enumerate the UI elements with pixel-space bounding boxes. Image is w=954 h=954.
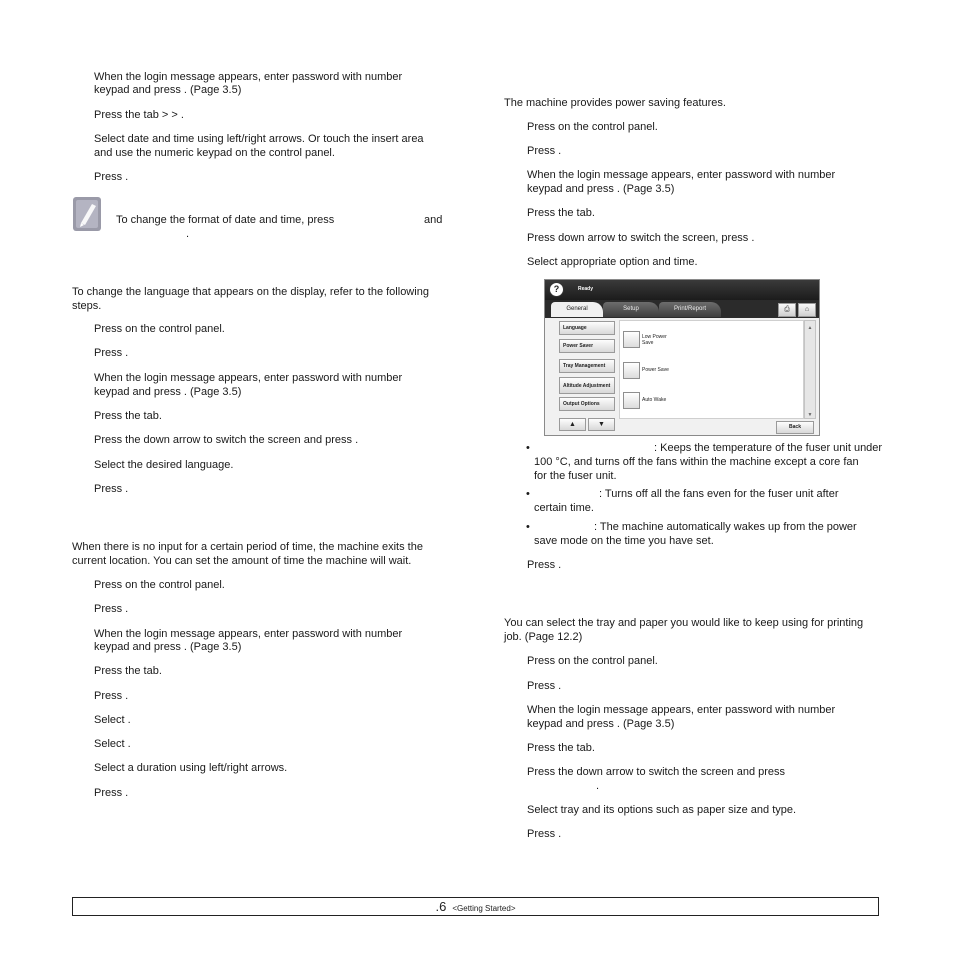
section-intro: You can select the tray and paper you would like to keep using for printing bbox=[504, 617, 864, 629]
sidebar-item-output-options[interactable]: Output Options bbox=[559, 397, 615, 411]
sidebar-item-tray-management[interactable]: Tray Management bbox=[559, 359, 615, 373]
step-text: When the login message appears, enter password with number bbox=[527, 169, 836, 181]
low-power-save-checkbox[interactable] bbox=[623, 331, 640, 348]
back-button[interactable]: Back bbox=[776, 421, 814, 434]
step-text: Press on the control panel. bbox=[94, 579, 225, 591]
note-text: and bbox=[424, 214, 443, 226]
bullet-text: 100 °C, and turns off the fans within the machine except a core fan bbox=[534, 456, 859, 468]
page-footer bbox=[72, 897, 879, 916]
step-text: Press on the control panel. bbox=[527, 655, 658, 667]
scroll-up-icon[interactable]: ▲ bbox=[807, 325, 813, 331]
step-text: keypad and press . (Page 3.5) bbox=[527, 718, 675, 730]
sidebar-item-language[interactable]: Language bbox=[559, 321, 615, 335]
section-intro: To change the language that appears on the display, refer to the following bbox=[72, 286, 429, 298]
note-icon bbox=[72, 196, 102, 232]
step-text: keypad and press . (Page 3.5) bbox=[527, 183, 675, 195]
step-text: Select . bbox=[94, 738, 131, 750]
step-text: Press the down arrow to switch the screen and press bbox=[527, 766, 786, 778]
step-text: Press on the control panel. bbox=[527, 121, 658, 133]
step-text: Select . bbox=[94, 714, 131, 726]
step-text: keypad and press . (Page 3.5) bbox=[94, 386, 242, 398]
scroll-down-icon[interactable]: ▼ bbox=[807, 412, 813, 418]
step-text: Press . bbox=[94, 483, 129, 495]
bullet-marker: • bbox=[526, 521, 530, 533]
step-text: and use the numeric keypad on the control panel. bbox=[94, 147, 335, 159]
section-intro: current location. You can set the amount of time the machine will wait. bbox=[72, 555, 412, 567]
step-text: Select a duration using left/right arrows. bbox=[94, 762, 288, 774]
step-text: Press . bbox=[527, 828, 562, 840]
bullet-marker: • bbox=[526, 488, 530, 500]
step-text: Press . bbox=[527, 559, 562, 571]
bullet-text: for the fuser unit. bbox=[534, 470, 617, 482]
page-number: .6 bbox=[435, 899, 447, 914]
control-panel-screenshot bbox=[544, 279, 820, 436]
down-arrow-button[interactable]: ▼ bbox=[588, 418, 615, 431]
home-icon[interactable]: ⌂ bbox=[798, 303, 816, 317]
section-intro: steps. bbox=[72, 300, 102, 312]
step-text: Press the down arrow to switch the screen and press . bbox=[94, 434, 359, 446]
step-text: Press the tab. bbox=[94, 410, 162, 422]
power-save-checkbox[interactable] bbox=[623, 362, 640, 379]
option-label: Power Save bbox=[642, 367, 669, 373]
step-text: Press . bbox=[527, 680, 562, 692]
sidebar-item-power-saver[interactable]: Power Saver bbox=[559, 339, 615, 353]
bullet-text: : Turns off all the fans even for the fuser unit after bbox=[599, 488, 839, 500]
bullet-text: : The machine automatically wakes up from the power bbox=[594, 521, 857, 533]
step-text: When the login message appears, enter password with number bbox=[94, 628, 403, 640]
help-icon[interactable]: ? bbox=[549, 282, 564, 297]
step-text: Press . bbox=[527, 145, 562, 157]
step-text: Press the tab. bbox=[94, 665, 162, 677]
step-text: . bbox=[596, 780, 600, 792]
panel-scrollbar[interactable] bbox=[804, 320, 816, 419]
tab-print-report[interactable]: Print/Report bbox=[659, 302, 721, 317]
step-text: keypad and press . (Page 3.5) bbox=[94, 641, 242, 653]
step-text: When the login message appears, enter password with number bbox=[94, 372, 403, 384]
step-text: Press on the control panel. bbox=[94, 323, 225, 335]
sidebar-item-altitude-adjustment[interactable]: Altitude Adjustment bbox=[559, 377, 615, 394]
step-text: Select tray and its options such as paper size and type. bbox=[527, 804, 797, 816]
section-intro: The machine provides power saving features. bbox=[504, 97, 726, 109]
chapter-title: <Getting Started> bbox=[452, 904, 516, 913]
bullet-text: save mode on the time you have set. bbox=[534, 535, 714, 547]
option-label: Auto Wake bbox=[642, 397, 667, 403]
panel-status: Ready bbox=[578, 286, 594, 292]
up-arrow-button[interactable]: ▲ bbox=[559, 418, 586, 431]
auto-wake-checkbox[interactable] bbox=[623, 392, 640, 409]
step-text: Press . bbox=[94, 787, 129, 799]
tab-setup[interactable]: Setup bbox=[603, 302, 659, 317]
step-text: Select appropriate option and time. bbox=[527, 256, 698, 268]
step-text: Select the desired language. bbox=[94, 459, 234, 471]
step-text: When the login message appears, enter password with number bbox=[527, 704, 836, 716]
bullet-marker: • bbox=[526, 442, 530, 454]
note-text: To change the format of date and time, press bbox=[116, 214, 335, 226]
step-text: keypad and press . (Page 3.5) bbox=[94, 84, 242, 96]
option-label: Low Power Save bbox=[642, 334, 667, 346]
bullet-text: certain time. bbox=[534, 502, 594, 514]
print-icon[interactable]: ⎙ bbox=[778, 303, 796, 317]
bullet-text: : Keeps the temperature of the fuser unit under bbox=[654, 442, 883, 454]
step-text: Select date and time using left/right arrows. Or touch the insert area bbox=[94, 133, 424, 145]
step-text: When the login message appears, enter password with number bbox=[94, 71, 403, 83]
step-text: Press the tab. bbox=[527, 742, 595, 754]
section-intro: When there is no input for a certain period of time, the machine exits the bbox=[72, 541, 423, 553]
note-text: . bbox=[186, 228, 190, 240]
step-text: Press . bbox=[94, 171, 129, 183]
step-text: Press . bbox=[94, 347, 129, 359]
step-text: Press down arrow to switch the screen, press . bbox=[527, 232, 755, 244]
section-intro: job. (Page 12.2) bbox=[504, 631, 583, 643]
step-text: Press the tab. bbox=[527, 207, 595, 219]
step-text: Press the tab > > . bbox=[94, 109, 184, 121]
step-text: Press . bbox=[94, 690, 129, 702]
step-text: Press . bbox=[94, 603, 129, 615]
tab-general[interactable]: General bbox=[551, 302, 603, 317]
